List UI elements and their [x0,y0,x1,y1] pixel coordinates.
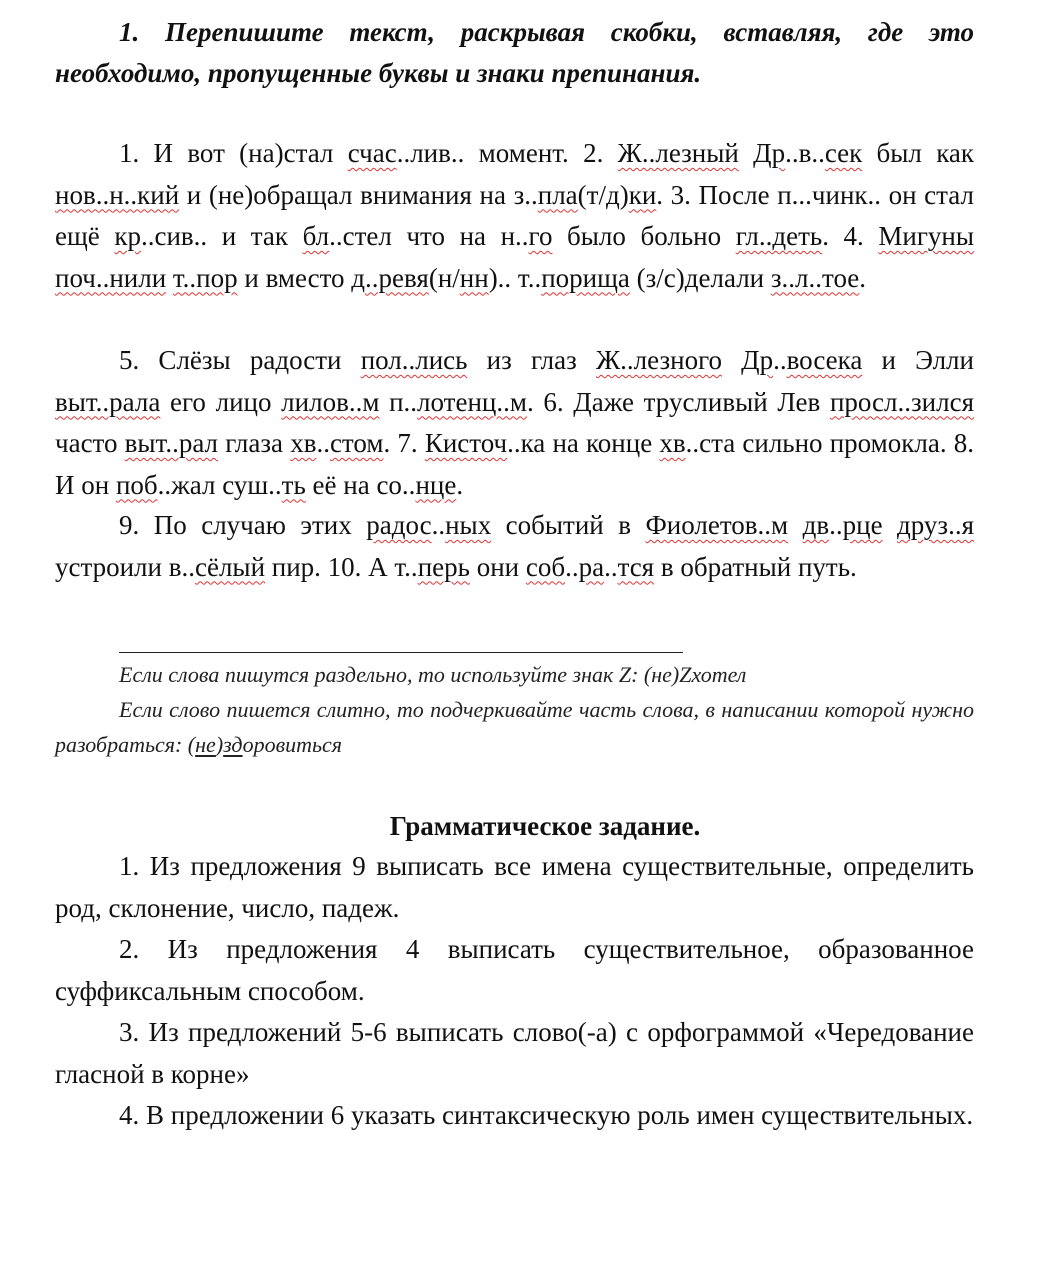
text-segment: .. [829,510,843,540]
spellcheck-flagged-word: Мигуны [878,221,974,251]
spellcheck-flagged-word: восека [786,345,863,375]
spellcheck-flagged-word: Фиолетов..м [645,510,789,540]
underlined-prefix: не [195,732,216,757]
text-segment: (з/с)делали [629,262,771,293]
spellcheck-flagged-word: выт..рал [124,428,219,458]
underlined-root-part: зд [223,732,243,757]
text-segment: п.. [379,386,418,417]
text-segment: и вместо [237,262,352,293]
text-segment: её на со.. [305,469,416,500]
text-segment: ..стел что на н.. [329,221,529,251]
exercise-paragraph-2 [55,340,974,506]
text-segment: событий в [491,510,646,540]
spellcheck-flagged-word: перь [417,551,470,582]
text-segment: .. [773,345,787,375]
text-segment: был как [862,138,975,168]
text-segment: . [456,469,464,500]
spellcheck-flagged-word: сек [824,138,863,168]
spellcheck-flagged-word: Ж..лезного [595,345,722,375]
text-segment [883,510,897,540]
text-segment: его лицо [160,386,282,417]
text-segment: ).. т.. [488,262,542,293]
spellcheck-flagged-word: ных [445,510,492,540]
text-segment: .. [431,510,446,540]
spellcheck-flagged-word: кр [114,221,141,251]
spellcheck-flagged-word: Кисточ [424,428,508,458]
text-segment: . 6. Даже трусливый Лев [526,386,830,417]
spellcheck-flagged-word: счас [347,138,397,168]
text-segment: в обратный путь. [654,551,857,582]
footnote-separate-words: Если слова пишутся раздельно, то используйте знак Z: (не)Zхотел [119,662,747,687]
text-segment: ..ка на конце [507,428,660,458]
spellcheck-flagged-word: поч..нили [55,262,167,293]
text-segment [722,345,741,375]
spellcheck-flagged-word: друз..я [897,510,975,540]
spellcheck-flagged-word: т..пор [172,262,238,293]
spellcheck-flagged-word: Ж..лезный [617,138,739,168]
text-segment: 1. И вот (на)стал [119,138,348,168]
spellcheck-flagged-word: лотенц..м [417,386,527,417]
spellcheck-flagged-word: тся [617,551,655,582]
text-segment: .. [565,551,579,582]
text-segment: они [469,551,526,582]
spellcheck-flagged-word: пол..лись [360,345,468,375]
text-segment: . [859,262,867,293]
text-segment: . 4. [822,221,879,251]
text-segment: часто [55,428,125,458]
footnote-joined-words [55,692,974,762]
text-segment: .. [316,428,330,458]
spellcheck-flagged-word: бл [302,221,330,251]
text-segment [166,263,173,293]
spellcheck-flagged-word: Др [741,345,774,375]
spellcheck-flagged-word: рце [842,510,883,540]
exercise-paragraph-3 [55,505,974,588]
text-segment: (н/ [428,262,460,293]
text-segment: и Элли [862,345,974,375]
grammar-task-3: 3. Из предложений 5-6 выписать слово(-а) с орфограммой «Чередование гласной в корне» [55,1017,974,1089]
text-segment: 5. Слёзы радости [119,345,361,375]
spellcheck-flagged-word: ть [281,469,306,500]
grammar-task-title: Грамматическое задание. [389,811,701,841]
text-segment: было больно [552,221,736,251]
spellcheck-flagged-word: го [528,221,553,251]
grammar-task-4: 4. В предложении 6 указать синтаксическую роль имен существительных. [119,1100,974,1130]
text-segment: ..лив.. момент. 2. [396,138,618,168]
spellcheck-flagged-word: ра [578,551,605,582]
spellcheck-flagged-word: д..ревя [351,262,429,293]
grammar-task-2: 2. Из предложения 4 выписать существительное, образованное суффиксальным способом. [55,934,974,1006]
text-segment: ..в.. [785,138,825,168]
spellcheck-flagged-word: з..л..тое [770,262,860,293]
text-segment: глаза [218,428,291,458]
spellcheck-flagged-word: просл..зился [829,386,975,417]
spellcheck-flagged-word: нн [459,262,489,293]
exercise-paragraph-1 [55,133,974,299]
spellcheck-flagged-word: выт..рала [55,386,161,417]
text-segment: . 3. После п...чинк.. он стал ещё [55,179,974,251]
task-title: 1. Перепишите текст, раскрывая скобки, вставляя, где это необходимо, пропущенные буквы и знаки препинания. [55,17,974,88]
spellcheck-flagged-word: хв [659,428,686,458]
text-segment: 9. По случаю этих [119,510,367,540]
text-segment: (т/д) [577,179,629,210]
spellcheck-flagged-word: радос [366,510,432,540]
text-segment: пир. 10. А т.. [265,551,418,582]
grammar-task-1: 1. Из предложения 9 выписать все имена существительные, определить род, склонение, число, падеж. [55,851,974,923]
spellcheck-flagged-word: сёлый [194,551,266,582]
text-segment [739,138,753,168]
text-segment: .. [604,551,618,582]
spellcheck-flagged-word: дв [802,510,830,540]
spellcheck-flagged-word: нов..н..кий [55,179,180,210]
text-segment: устроили в.. [55,551,195,582]
spellcheck-flagged-word: пла [537,179,578,210]
text-segment: из глаз [467,345,596,375]
spellcheck-flagged-word: соб [525,551,566,582]
text-segment: ..сив.. и так [140,221,303,251]
text-segment: и (не)обращал внимания на з.. [179,179,538,210]
footnote-word-end: оровиться [242,732,343,757]
spellcheck-flagged-word: нце [415,469,457,500]
text-segment: ..жал суш.. [157,469,282,500]
spellcheck-flagged-word: Др [753,138,786,168]
spellcheck-flagged-word: порища [541,262,630,293]
spellcheck-flagged-word: хв [290,428,317,458]
spellcheck-flagged-word: гл..деть [735,221,823,251]
spellcheck-flagged-word: лилов..м [281,386,380,417]
spellcheck-flagged-word: стом [329,428,384,458]
footnote-text: Если слово пишется слитно, то подчеркивайте часть слова, в написании которой нужно разобраться: ( [55,697,974,757]
footnote-separator [119,652,683,653]
text-segment: . 7. [383,428,425,458]
spellcheck-flagged-word: ки [628,179,657,210]
text-segment: ..ста сильно промокла. 8. И он [55,428,974,500]
text-segment [788,510,802,540]
spellcheck-flagged-word: поб [115,469,158,500]
footnote-bracket: ) [215,732,224,757]
